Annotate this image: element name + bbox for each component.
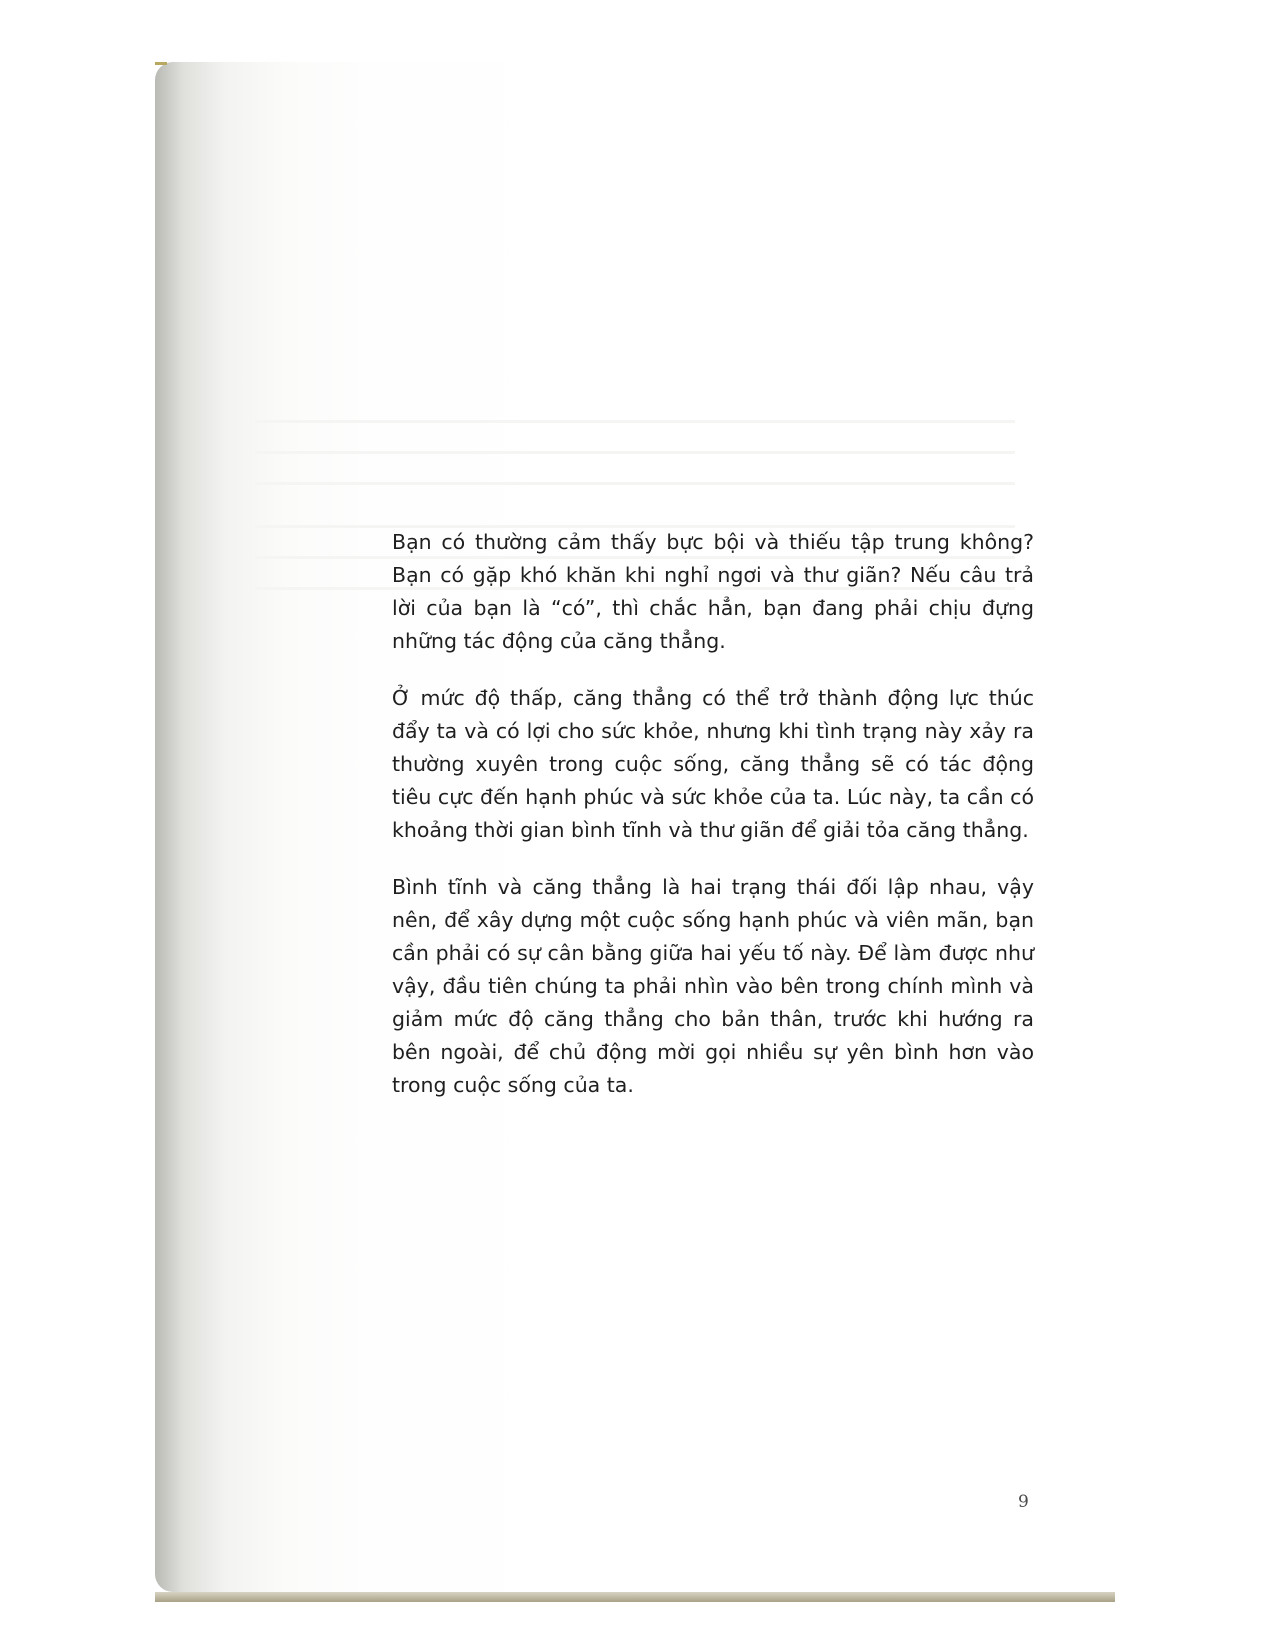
paragraph-3: Bình tĩnh và căng thẳng là hai trạng thái đối lập nhau, vậy nên, để xây dựng một cuộc sống hạnh phúc và viên mãn, bạn cần phải có sự cân bằng giữa hai yếu tố này. Để làm được như vậy, đầu tiên chúng ta phải nhìn vào bên trong chính mình và giảm mức độ căng thẳng cho bản thân, trước khi hướng ra bên ngoài, để chủ động mời gọi nhiều sự yên bình hơn vào trong cuộc sống của ta.: [392, 875, 1034, 1097]
paragraph-1: Bạn có thường cảm thấy bực bội và thiếu tập trung không? Bạn có gặp khó khăn khi nghỉ ngơi và thư giãn? Nếu câu trả lời của bạn là “có”, thì chắc hẳn, bạn đang phải chịu đựng những tác động của căng thẳng.: [392, 530, 1034, 653]
paragraph-2: Ở mức độ thấp, căng thẳng có thể trở thành động lực thúc đẩy ta và có lợi cho sức khỏe, nhưng khi tình trạng này xảy ra thường xuyên trong cuộc sống, căng thẳng sẽ có tác động tiêu cực đến hạnh phúc và sức khỏe của ta. Lúc này, ta cần có khoảng thời gian bình tĩnh và thư giãn để giải tỏa căng thẳng.: [392, 686, 1034, 842]
body-text: [392, 526, 1034, 1126]
page-corner-mark: [155, 62, 167, 65]
page-number: 9: [1018, 1492, 1029, 1512]
book-bottom-edge: [155, 1592, 1115, 1602]
